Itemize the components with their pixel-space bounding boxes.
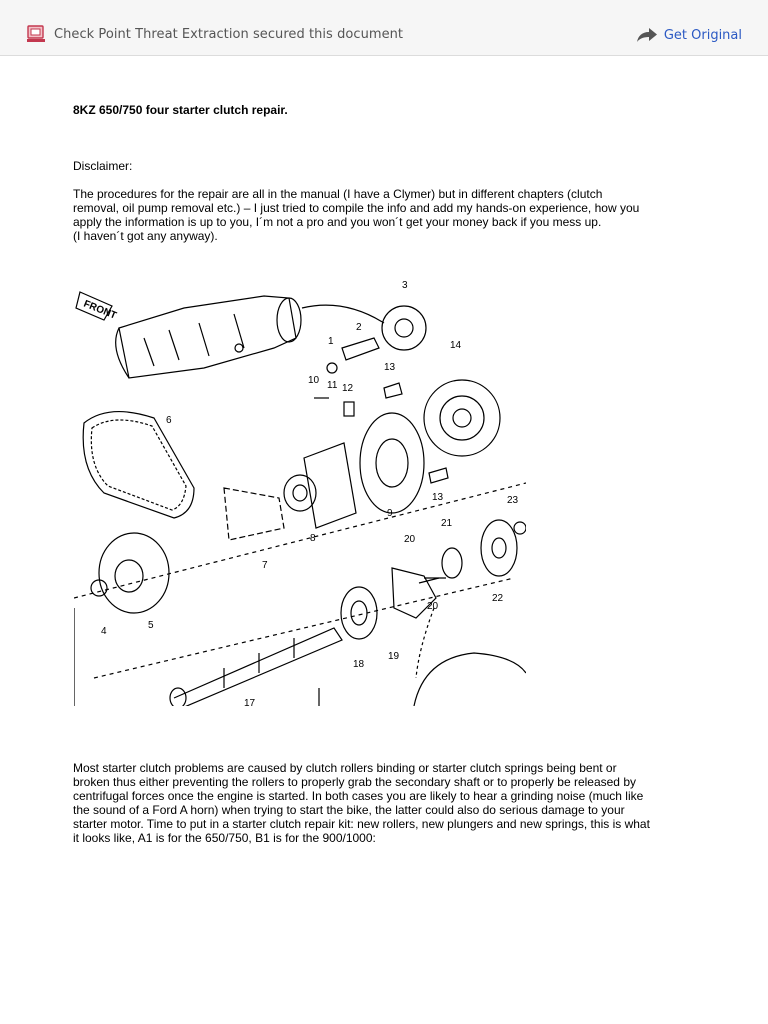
front-label: FRONT [81, 298, 118, 322]
part-label-18: 18 [353, 659, 365, 670]
part-label-14: 14 [450, 340, 462, 351]
part-label-7: 7 [262, 560, 268, 571]
starter-clutch-paragraph: Most starter clutch problems are caused by clutch rollers binding or starter clutch springs being bent or broken thus either preventing the rollers to properly grab the secondary shaft or to properly be released by centrifugal forces once the engine is started. In both cases you are likely to hear a grinding noise (much like the sound of a Ford A horn) when trying to start the bike, the latter could also do serious damage to your starter motor. Time to put in a starter clutch repair kit: new rollers, new plungers and new springs, this is what it looks like, A1 is for the 650/750, B1 is for the 900/1000: [73, 761, 650, 845]
threat-extraction-banner [0, 0, 768, 56]
part-label-22: 22 [492, 593, 504, 604]
part-label-9: 9 [387, 508, 393, 519]
part-label-10: 10 [308, 375, 320, 386]
get-original-label: Get Original [663, 27, 742, 43]
share-arrow-icon [636, 27, 658, 43]
part-label-6: 6 [166, 415, 172, 426]
part-label-13a: 13 [384, 362, 396, 373]
part-label-23: 23 [507, 495, 519, 506]
part-label-11: 11 [327, 380, 338, 391]
get-original-button[interactable] [636, 25, 742, 45]
document-shield-icon [27, 25, 47, 43]
part-label-5: 5 [148, 620, 154, 631]
part-label-4: 4 [101, 626, 107, 637]
diagram-drawing [74, 278, 526, 706]
part-label-20a: 20 [404, 534, 416, 545]
part-label-13b: 13 [432, 492, 444, 503]
part-label-20b: 20 [427, 601, 439, 612]
part-label-3: 3 [402, 280, 408, 291]
part-label-19: 19 [388, 651, 400, 662]
part-label-8: 8 [310, 533, 316, 544]
exploded-parts-diagram [74, 278, 526, 706]
part-label-12: 12 [342, 383, 354, 394]
disclaimer-heading: Disclaimer: [73, 159, 133, 173]
document-title: 8KZ 650/750 four starter clutch repair. [73, 103, 288, 117]
banner-message: Check Point Threat Extraction secured this document [54, 27, 404, 42]
part-label-21: 21 [441, 518, 453, 529]
part-label-1: 1 [328, 336, 334, 347]
part-label-17: 17 [244, 698, 256, 706]
disclaimer-paragraph: The procedures for the repair are all in the manual (I have a Clymer) but in different chapters (clutch removal, oil pump removal etc.) – I just tried to compile the info and add my hands-on experience, how you apply the information is up to you, I´m not a pro and you won´t get your money back if you mess up. (I haven´t got any anyway). [73, 187, 640, 243]
part-label-2: 2 [356, 322, 362, 333]
